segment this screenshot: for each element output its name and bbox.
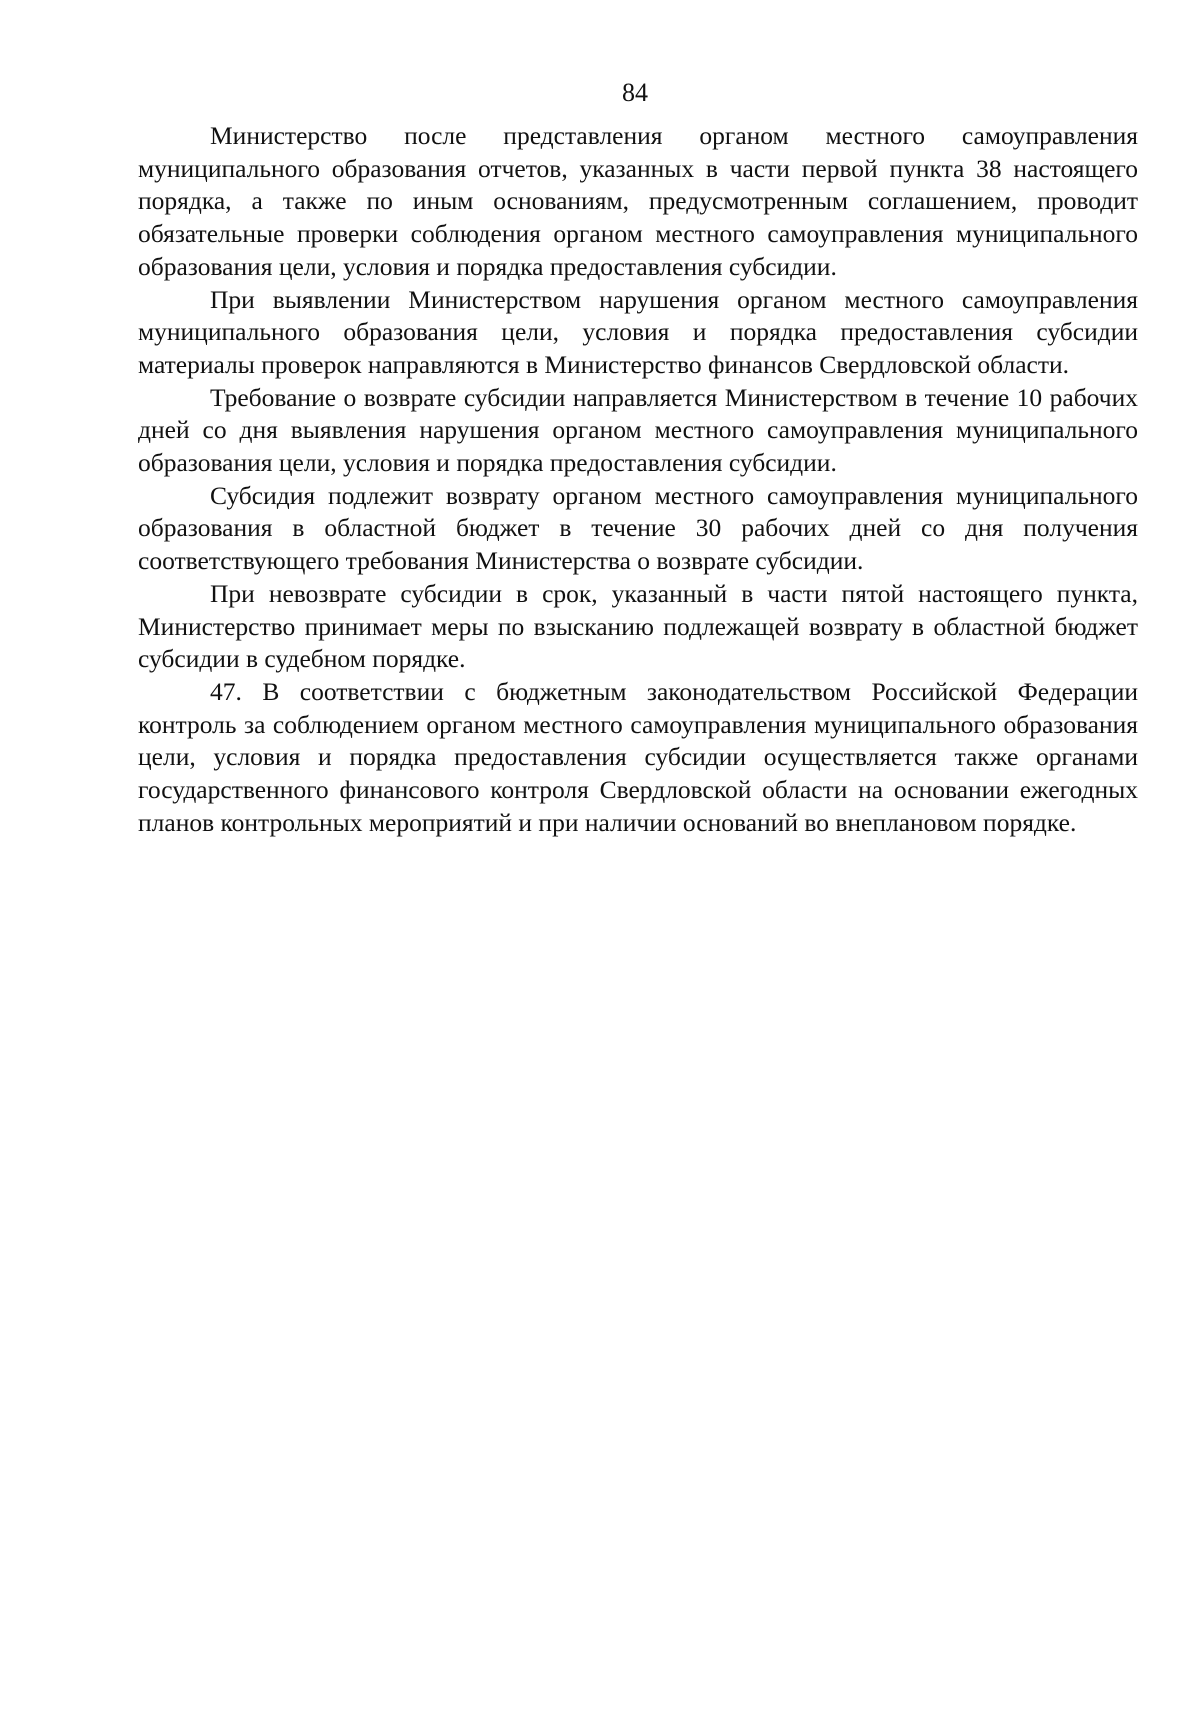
page-number: 84 — [622, 78, 648, 107]
paragraph-refund-demand: Требование о возврате субсидии направляется Министерством в течение 10 рабочих дней со дня выявления нарушения органом местного самоуправления муниципального образования цели, условия и порядка предоставления субсидии. — [138, 382, 1138, 478]
paragraph-item-47: 47. В соответствии с бюджетным законодательством Российской Федерации контроль за соблюдением органом местного самоуправления муниципального образования цели, условия и порядка предоставления субсидии осуществляется также органами государственного финансового контроля Свердловской области на основании ежегодных планов контрольных мероприятий и при наличии оснований во внеплановом порядке. — [138, 676, 1138, 837]
paragraph-violation-detected: При выявлении Министерством нарушения органом местного самоуправления муниципального образования цели, условия и порядка предоставления субсидии материалы проверок направляются в Министерство финансов Свердловской области. — [138, 284, 1138, 379]
paragraph-non-return: При невозврате субсидии в срок, указанный в части пятой настоящего пункта, Министерство принимает меры по взысканию подлежащей возврату в областной бюджет субсидии в судебном порядке. — [138, 578, 1138, 674]
document-body — [138, 120, 1138, 839]
paragraph-verification: Министерство после представления органом местного самоуправления муниципального образования отчетов, указанных в части первой пункта 38 настоящего порядка, а также по иным основаниям, предусмотренным соглашением, проводит обязательные проверки соблюдения органом местного самоуправления муниципального образования цели, условия и порядка предоставления субсидии. — [138, 121, 1138, 281]
paragraph-subsidy-return: Субсидия подлежит возврату органом местного самоуправления муниципального образования в областной бюджет в течение 30 рабочих дней со дня получения соответствующего требования Министерства о возврате субсидии. — [138, 480, 1138, 576]
